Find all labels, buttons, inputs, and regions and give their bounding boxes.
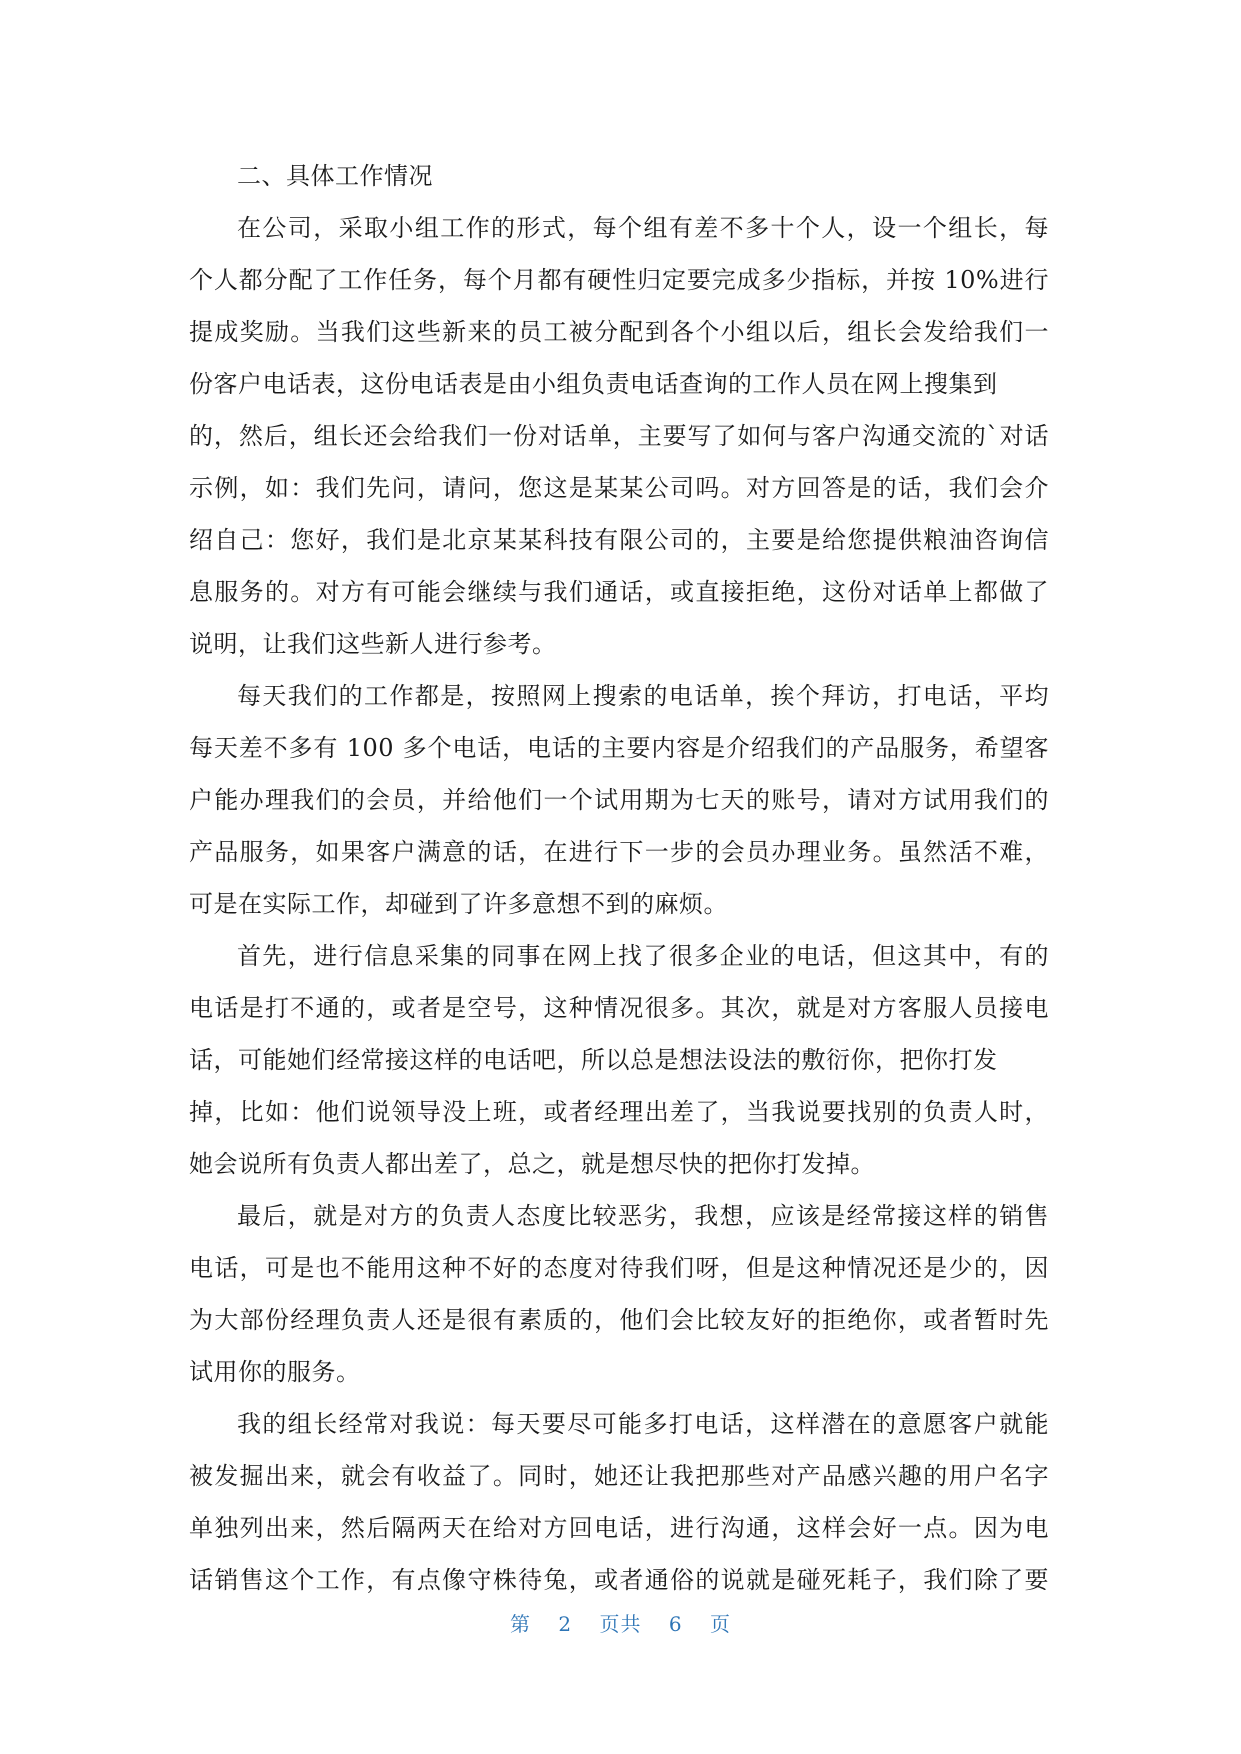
paragraph-first-line: 每天我们的工作都是，按照网上搜索的电话单，挨个拜访，打电话，平均 <box>237 682 1049 710</box>
paragraph-line: 说明，让我们这些新人进行参考。 <box>189 630 557 658</box>
paragraph-line: 绍自己：您好，我们是北京某某科技有限公司的，主要是给您提供粮油咨询信 <box>189 526 1049 554</box>
footer-suffix: 页 <box>709 1612 731 1636</box>
paragraph-line: 的，然后，组长还会给我们一份对话单，主要写了如何与客户沟通交流的`对话 <box>189 422 1049 450</box>
section-heading: 二、具体工作情况 <box>237 162 433 190</box>
paragraph-line: 被发掘出来，就会有收益了。同时，她还让我把那些对产品感兴趣的用户名字 <box>189 1462 1049 1490</box>
paragraph-first-line: 我的组长经常对我说：每天要尽可能多打电话，这样潜在的意愿客户就能 <box>237 1410 1049 1438</box>
paragraph-line: 户能办理我们的会员，并给他们一个试用期为七天的账号，请对方试用我们的 <box>189 786 1049 814</box>
paragraph-line: 每天差不多有 100 多个电话，电话的主要内容是介绍我们的产品服务，希望客 <box>189 734 1049 762</box>
paragraph-line: 电话是打不通的，或者是空号，这种情况很多。其次，就是对方客服人员接电 <box>189 994 1049 1022</box>
document-body <box>189 150 1049 1606</box>
paragraph-line: 她会说所有负责人都出差了，总之，就是想尽快的把你打发掉。 <box>189 1150 875 1178</box>
footer-current-page: 2 <box>558 1612 573 1636</box>
paragraph-line: 掉，比如：他们说领导没上班，或者经理出差了，当我说要找别的负责人时， <box>189 1098 1049 1126</box>
footer-prefix: 第 <box>510 1612 532 1636</box>
paragraph-line: 话销售这个工作，有点像守株待兔，或者通俗的说就是碰死耗子，我们除了要 <box>189 1566 1049 1594</box>
paragraph-line: 提成奖励。当我们这些新来的员工被分配到各个小组以后，组长会发给我们一 <box>189 318 1049 346</box>
page-footer <box>0 1608 1241 1637</box>
paragraph-first-line: 在公司，采取小组工作的形式，每个组有差不多十个人，设一个组长，每 <box>237 214 1049 242</box>
paragraph-line: 个人都分配了工作任务，每个月都有硬性归定要完成多少指标，并按 10%进行 <box>189 266 1049 294</box>
paragraph-line: 电话，可是也不能用这种不好的态度对待我们呀，但是这种情况还是少的，因 <box>189 1254 1049 1282</box>
footer-total-pages: 6 <box>668 1612 683 1636</box>
paragraph-line: 为大部份经理负责人还是很有素质的，他们会比较友好的拒绝你，或者暂时先 <box>189 1306 1049 1334</box>
paragraph-first-line: 最后，就是对方的负责人态度比较恶劣，我想，应该是经常接这样的销售 <box>237 1202 1049 1230</box>
footer-middle: 页共 <box>599 1612 642 1636</box>
paragraph-line: 份客户电话表，这份电话表是由小组负责电话查询的工作人员在网上搜集到 <box>189 370 998 398</box>
paragraph-line: 可是在实际工作，却碰到了许多意想不到的麻烦。 <box>189 890 728 918</box>
paragraph-line: 试用你的服务。 <box>189 1358 361 1386</box>
paragraph-line: 产品服务，如果客户满意的话，在进行下一步的会员办理业务。虽然活不难， <box>189 838 1049 866</box>
paragraph-line: 单独列出来，然后隔两天在给对方回电话，进行沟通，这样会好一点。因为电 <box>189 1514 1049 1542</box>
paragraph-line: 话，可能她们经常接这样的电话吧，所以总是想法设法的敷衍你，把你打发 <box>189 1046 998 1074</box>
paragraph-first-line: 首先，进行信息采集的同事在网上找了很多企业的电话，但这其中，有的 <box>237 942 1049 970</box>
paragraph-line: 息服务的。对方有可能会继续与我们通话，或直接拒绝，这份对话单上都做了 <box>189 578 1049 606</box>
paragraph-line: 示例，如：我们先问，请问，您这是某某公司吗。对方回答是的话，我们会介 <box>189 474 1049 502</box>
